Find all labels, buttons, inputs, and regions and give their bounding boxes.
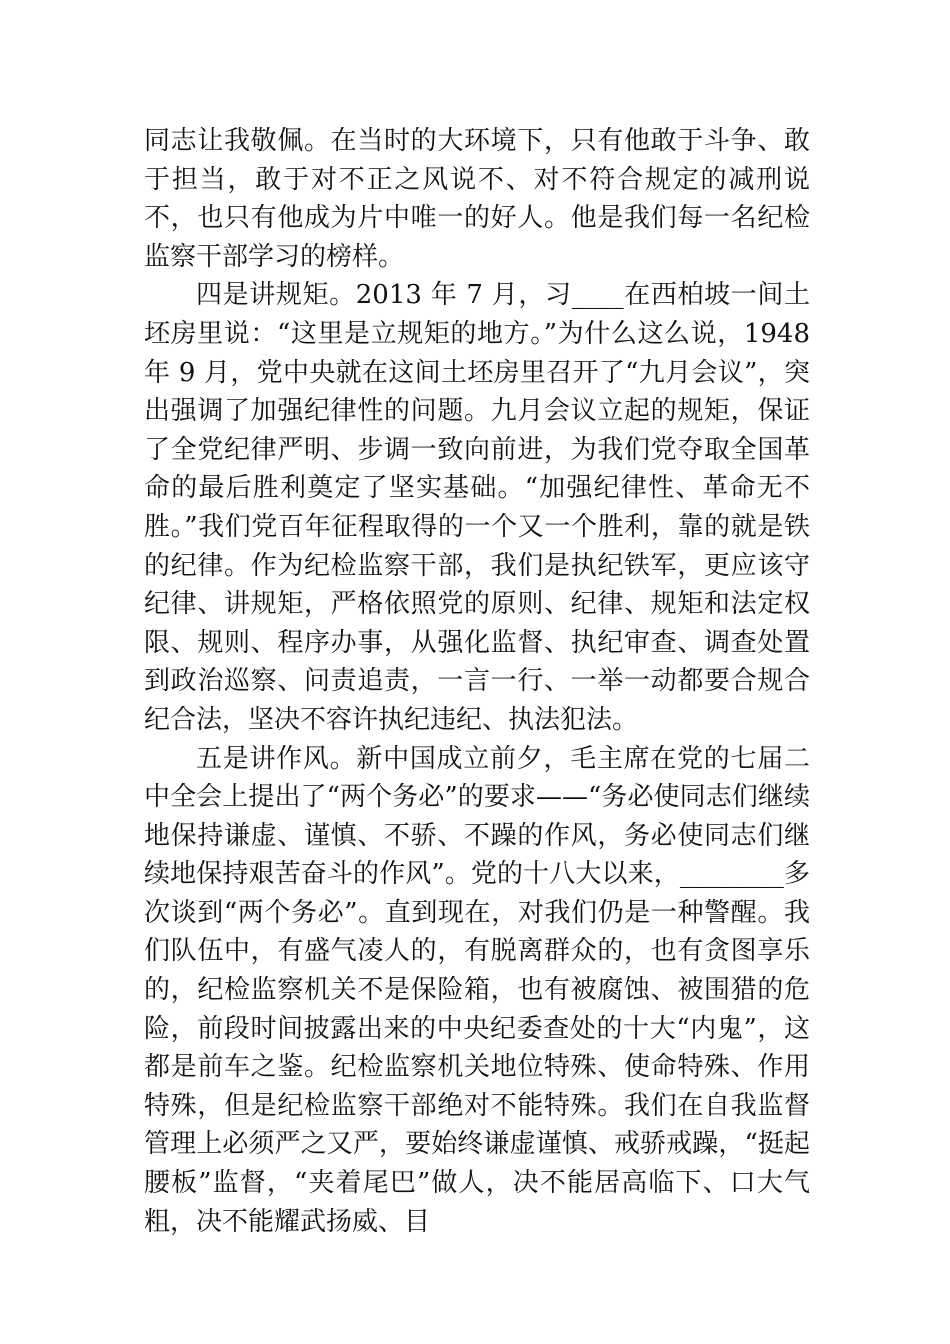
paragraph-style: 五是讲作风。新中国成立前夕，毛主席在党的七届二中全会上提出了“两个务必”的要求——“务必使同志们继续地保持谦虚、谨慎、不骄、不躁的作风，务必使同志们继续地保持艰苦奋斗的作风”。党的十八大以来，________多次谈到“两个务必”。直到现在，对我们仍是一种警醒。我们队伍中，有盛气凌人的，有脱离群众的，也有贪图享乐的，纪检监察机关不是保险箱，也有被腐蚀、被围猎的危险，前段时间披露出来的中央纪委查处的十大“内鬼”，这都是前车之鉴。纪检监察机关地位特殊、使命特殊、作用特殊，但是纪检监察干部绝对不能特殊。我们在自我监督管理上必须严之又严，要始终谦虚谨慎、戒骄戒躁，“挺起腰板”监督，“夹着尾巴”做人，决不能居高临下、口大气粗，决不能耀武扬威、目 bbox=[144, 743, 810, 1237]
paragraph-rules: 四是讲规矩。2013 年 7 月，习____在西柏坡一间土坯房里说：“这里是立规矩的地方。”为什么这么说，1948 年 9 月，党中央就在这间土坯房里召开了“九月会议”，突出强调了加强纪律性的问题。九月会议立起的规矩，保证了全党纪律严明、步调一致向前进，为我们党夺取全国革命的最后胜利奠定了坚实基础。“加强纪律性、革命无不胜。”我们党百年征程取得的一个又一个胜利，靠的就是铁的纪律。作为纪检监察干部，我们是执纪铁军，更应该守纪律、讲规矩，严格依照党的原则、纪律、规矩和法定权限、规则、程序办事，从强化监督、执纪审查、调查处置到政治巡察、问责追责，一言一行、一举一动都要合规合纪合法，坚决不容许执纪违纪、执法犯法。 bbox=[144, 280, 810, 735]
paragraph-continuation: 同志让我敬佩。在当时的大环境下，只有他敢于斗争、敢于担当，敢于对不正之风说不、对不符合规定的减刑说不，也只有他成为片中唯一的好人。他是我们每一名纪检监察干部学习的榜样。 bbox=[144, 126, 810, 272]
document-page bbox=[144, 122, 810, 1241]
